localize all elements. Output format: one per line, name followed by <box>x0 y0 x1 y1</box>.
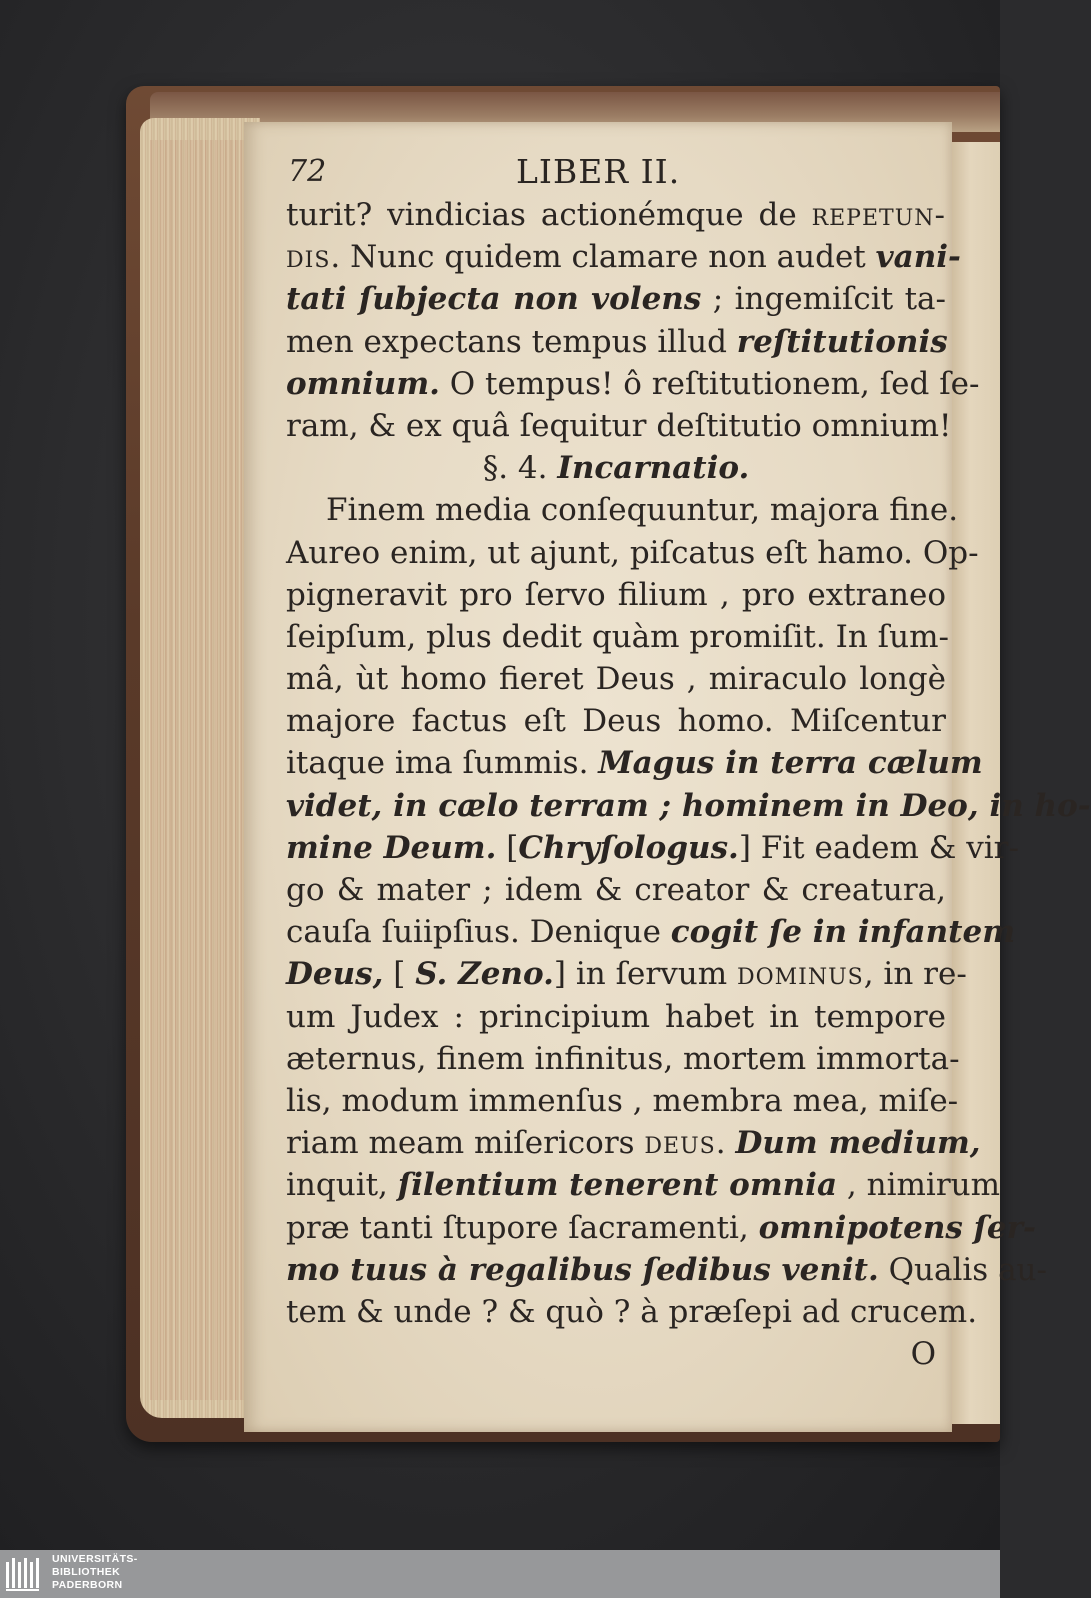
library-logo-text <box>52 1553 138 1592</box>
text-line <box>286 278 946 320</box>
text-line <box>286 405 952 447</box>
text-segment: reſtitutionis <box>736 323 948 360</box>
text-segment: . Nunc quidem clamare non audet <box>330 239 876 276</box>
text-line <box>286 700 946 742</box>
text-line <box>286 911 1015 953</box>
text-segment: O tempus! ô reſtitutionem, ſed ſe- <box>439 365 980 402</box>
text-line <box>286 1164 1000 1206</box>
text-segment: tem & unde ? & quò ? à præſepi ad crucem. <box>286 1293 978 1330</box>
text-segment: Dum medium, <box>735 1125 981 1162</box>
text-line <box>286 194 946 236</box>
running-head: LIBER II. <box>516 152 681 191</box>
text-segment: ; ingemiſcit ta- <box>701 281 946 318</box>
text-line <box>286 827 1019 869</box>
text-segment: præ tanti ſtupore ſacramenti, <box>286 1209 759 1246</box>
text-line <box>286 1291 978 1333</box>
text-segment: Chryſologus. <box>518 829 739 866</box>
text-segment: go & mater ; idem & creator & creatura, <box>286 872 946 908</box>
text-segment: um Judex : principium habet in tempore <box>286 998 946 1035</box>
text-line <box>286 321 946 363</box>
text-segment: , nimirum <box>837 1167 1000 1204</box>
text-segment: ] in ſervum <box>553 956 737 993</box>
text-line <box>286 616 949 658</box>
text-segment: ſilentium tenerent omnia <box>397 1167 838 1204</box>
text-line <box>286 785 1091 827</box>
text-segment: cauſa ſuiipſius. Denique <box>286 914 671 951</box>
text-segment: mine Deum. <box>286 829 497 866</box>
text-segment: [ <box>496 829 519 866</box>
page-text-block <box>286 150 1091 1375</box>
text-segment: repetun- <box>811 197 946 233</box>
text-line <box>286 532 979 574</box>
text-segment: dominus <box>736 956 864 993</box>
text-line <box>286 658 946 700</box>
text-segment: ] Fit eadem & vir- <box>738 829 1019 866</box>
body-text <box>286 194 1091 1333</box>
text-segment: deus <box>644 1125 716 1162</box>
text-line <box>286 236 961 278</box>
text-segment: , in re- <box>863 956 967 993</box>
text-line <box>286 1080 959 1122</box>
text-line <box>286 447 946 489</box>
text-segment: videt, in cælo terram ; hominem in Deo, in ho- <box>286 787 1091 824</box>
text-segment: omnipotens ſer- <box>758 1209 1036 1246</box>
text-line <box>286 1249 1047 1291</box>
text-segment: §. 4. <box>482 450 558 487</box>
logo-line: UNIVERSITÄTS- <box>52 1553 138 1565</box>
text-segment: Incarnatio. <box>557 450 750 487</box>
text-segment: pigneravit pro ſervo filium , pro extraneo <box>286 576 946 613</box>
text-line <box>286 1207 1036 1249</box>
text-segment: Magus in terra cælum <box>598 745 983 782</box>
text-segment: inquit, <box>286 1167 398 1204</box>
text-segment: Finem media conſequuntur, majora fine. <box>326 492 959 529</box>
text-line <box>286 1122 981 1164</box>
text-line <box>286 1038 960 1080</box>
text-segment: Aureo enim, ut ajunt, piſcatus eſt hamo. Op- <box>286 534 979 571</box>
library-logo-icon <box>4 1554 46 1594</box>
text-segment: men expectans tempus illud <box>286 323 737 360</box>
text-segment: mo tuus à regalibus ſedibus venit. <box>286 1251 879 1288</box>
text-segment: S. Zeno. <box>415 956 554 993</box>
text-segment: [ <box>383 956 416 993</box>
library-footer <box>0 1550 1000 1598</box>
page-header <box>286 150 946 194</box>
page-number: 72 <box>288 154 327 189</box>
text-segment: . <box>715 1125 736 1162</box>
text-segment: tati ſubjecta non volens <box>286 281 702 318</box>
text-segment: mâ, ùt homo fieret Deus , miraculo longè <box>286 661 946 698</box>
logo-line: BIBLIOTHEK <box>52 1566 121 1578</box>
text-segment: Qualis au- <box>878 1251 1047 1288</box>
text-line <box>286 996 946 1038</box>
text-segment: ſeipſum, plus dedit quàm promiſit. In ſum- <box>286 618 949 655</box>
text-segment: æternus, finem infinitus, mortem immorta- <box>286 1040 960 1077</box>
logo-line: PADERBORN <box>52 1579 123 1591</box>
text-segment: vani- <box>875 239 961 276</box>
text-line <box>286 953 967 995</box>
text-segment: riam meam miſericors <box>286 1125 645 1162</box>
text-segment: cogit ſe in infantem <box>670 914 1015 951</box>
text-segment: lis, modum immenſus , membra mea, miſe- <box>286 1082 959 1119</box>
text-line <box>286 574 946 616</box>
text-segment: turit? vindicias actionémque de <box>286 197 812 233</box>
text-line <box>286 742 983 784</box>
catchword: O <box>910 1336 936 1373</box>
text-segment: ram, & ex quâ ſequitur deſtitutio omnium! <box>286 407 952 444</box>
text-line <box>286 869 946 911</box>
text-segment: dis <box>286 239 331 276</box>
text-segment: majore factus eſt Deus homo. Miſcentur <box>286 703 946 740</box>
text-line <box>286 489 959 531</box>
text-line <box>286 363 980 405</box>
text-segment: itaque ima ſummis. <box>286 745 599 782</box>
text-segment: Deus, <box>286 956 384 993</box>
text-segment: omnium. <box>286 365 440 402</box>
page-edges-red-tint <box>150 140 250 1400</box>
